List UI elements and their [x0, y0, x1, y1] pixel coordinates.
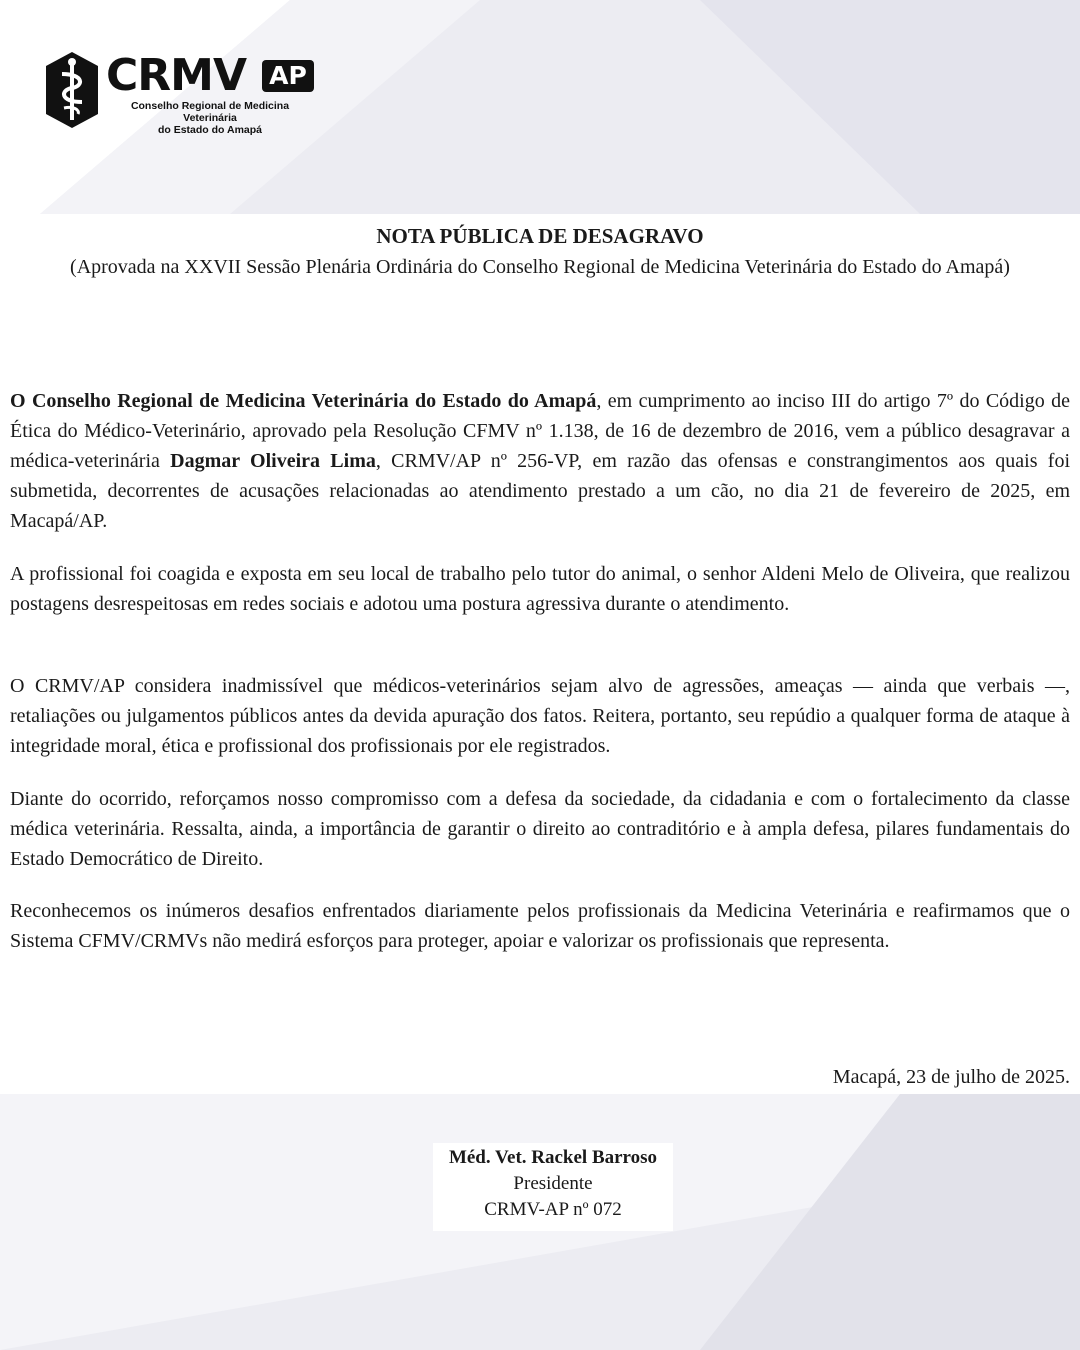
- notice-title: NOTA PÚBLICA DE DESAGRAVO: [376, 224, 704, 248]
- paragraph-4: Diante do ocorrido, reforçamos nosso compromisso com a defesa da sociedade, da cidadania e com o fortalecimento da classe médica veterinária. Ressalta, ainda, a importância de garantir o direito ao contraditório e à ampla defesa, pilares fundamentais do Estado Democrático de Direito.: [10, 788, 1070, 870]
- caduceus-icon: [44, 52, 100, 128]
- council-name: O Conselho Regional de Medicina Veterinária do Estado do Amapá: [10, 390, 597, 412]
- signatory-name: Méd. Vet. Rackel Barroso: [448, 1147, 658, 1168]
- logo-badge: AP: [262, 60, 314, 92]
- paragraph-1-text-a: , em cumprimento ao inciso III do artigo 7º do Código de Ética do Médico-Veterinário, aprovado pela Resolução CFMV nº 1.138, de 16 de dezembro de 2016, vem a público desagravar a médica-veterinária: [10, 390, 1070, 472]
- signatory-role: Presidente: [513, 1173, 593, 1194]
- signature-block: [433, 1143, 673, 1231]
- signatory-registration: CRMV-AP nº 072: [484, 1199, 622, 1220]
- veterinarian-name: Dagmar Oliveira Lima: [170, 450, 376, 472]
- paragraph-3: O CRMV/AP considera inadmissível que médicos-veterinários sejam alvo de agressões, ameaças — ainda que verbais —, retaliações ou julgamentos públicos antes da devida apuração dos fatos. Reitera, portanto, seu repúdio a qualquer forma de ataque à integridade moral, ética e profissional dos profissionais por ele registrados.: [10, 675, 1070, 757]
- logo-subtitle-line1: Conselho Regional de Medicina Veterinária: [130, 100, 290, 124]
- paragraph-1: [10, 386, 1070, 536]
- logo-acronym: CRMV: [106, 50, 247, 101]
- paragraph-1-text-b: , CRMV/AP nº 256-VP, em razão das ofensas e constrangimentos aos quais foi submetida, decorrentes de acusações relacionadas ao atendimento prestado a um cão, no dia 21 de fevereiro de 2025, em Macapá/AP.: [10, 450, 1071, 532]
- place-date: Macapá, 23 de julho de 2025.: [832, 1066, 1070, 1088]
- logo-subtitle: [104, 100, 316, 136]
- paragraph-5: Reconhecemos os inúmeros desafios enfrentados diariamente pelos profissionais da Medicina Veterinária e reafirmamos que o Sistema CFMV/CRMVs não medirá esforços para proteger, apoiar e valorizar os profissionais que representa.: [10, 900, 1070, 952]
- notice-subtitle: (Aprovada na XXVII Sessão Plenária Ordinária do Conselho Regional de Medicina Veterinária do Estado do Amapá): [70, 256, 1010, 278]
- document-paper: [0, 214, 1080, 1094]
- crmv-ap-logo: [44, 50, 324, 136]
- logo-subtitle-line2: do Estado do Amapá: [157, 124, 263, 136]
- paragraph-2: A profissional foi coagida e exposta em seu local de trabalho pelo tutor do animal, o senhor Aldeni Melo de Oliveira, que realizou postagens desrespeitosas em redes sociais e adotou uma postura agressiva durante o atendimento.: [10, 563, 1070, 615]
